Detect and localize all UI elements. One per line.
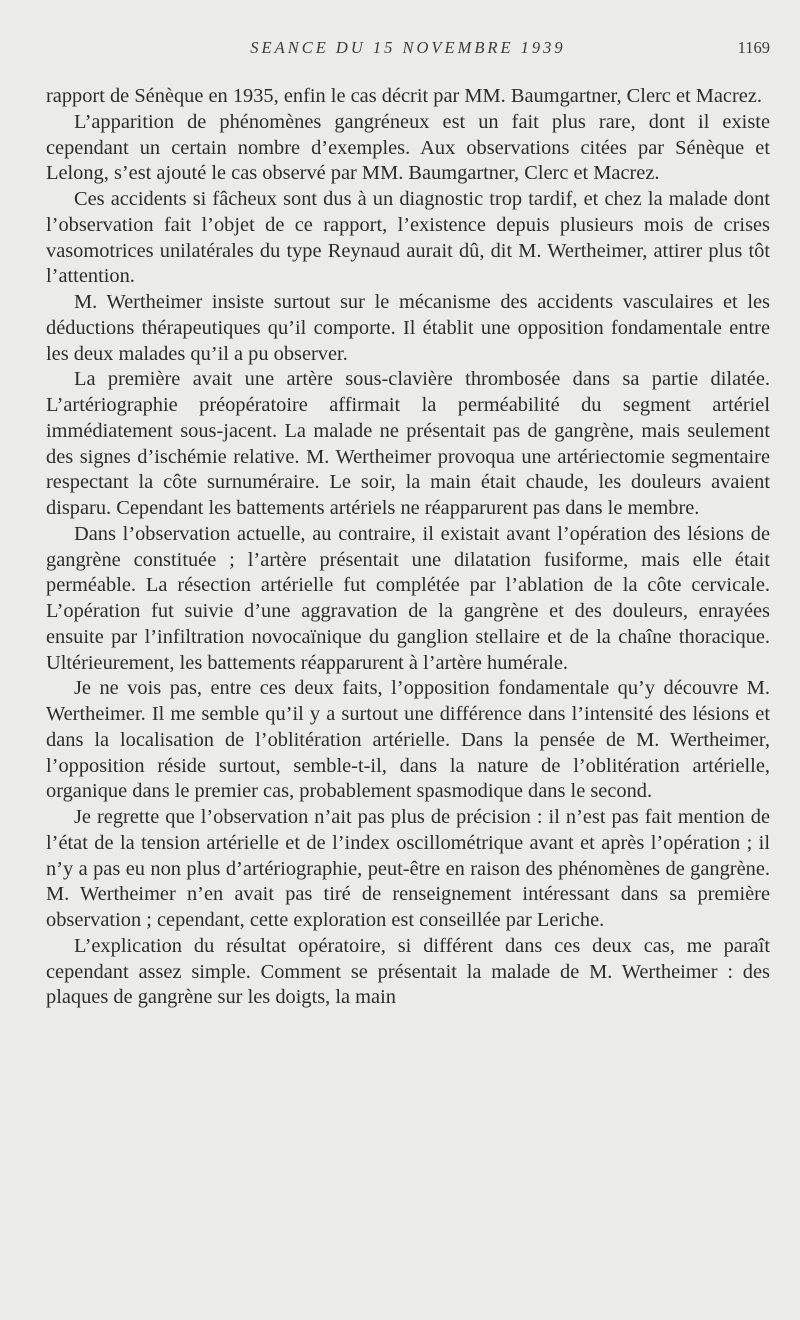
paragraph: Je regrette que l’observation n’ait pas plus de précision : il n’est pas fait mention de l’état de la tension artérielle et de l’index oscillométrique avant et après l’opération ; il n’y a pas eu non plus d’artériographie, peut-être en raison des phénomènes de gangrène. M. Wertheimer n’en avait pas tiré de renseignement intéressant dans sa première observation ; cependant, cette exploration est conseillée par Leriche. (46, 806, 770, 931)
running-header (46, 38, 770, 62)
paragraph: L’explication du résultat opératoire, si différent dans ces deux cas, me paraît cependant assez simple. Comment se présentait la malade de M. Wertheimer : des plaques de gangrène sur les doigts, la main (46, 934, 770, 1009)
paragraph: rapport de Sénèque en 1935, enfin le cas décrit par MM. Baumgartner, Clerc et Macrez. (46, 85, 762, 107)
paragraph: Je ne vois pas, entre ces deux faits, l’opposition fondamentale qu’y découvre M. Wertheimer. Il me semble qu’il y a surtout une différence dans l’intensité des lésions et dans la localisation de l’oblitération artérielle. Dans la pensée de M. Wertheimer, l’opposition réside surtout, semble-t-il, dans la nature de l’oblitération artérielle, organique dans le premier cas, probablement spasmodique dans le second. (46, 677, 770, 803)
running-title: SEANCE DU 15 NOVEMBRE 1939 (250, 38, 566, 57)
body-text (46, 84, 770, 1011)
paragraph: M. Wertheimer insiste surtout sur le mécanisme des accidents vasculaires et les déductions thérapeutiques qu’il comporte. Il établit une opposition fondamentale entre les deux malades qu’il a pu observer. (46, 291, 770, 365)
paragraph: La première avait une artère sous-clavière thrombosée dans sa partie dilatée. L’artériographie préopératoire affirmait la perméabilité du segment artériel immédiatement sous-jacent. La malade ne présentait pas de gangrène, mais seulement des signes d’ischémie relative. M. Wertheimer provoqua une artériectomie segmentaire respectant la côte surnuméraire. Le soir, la main était chaude, les douleurs avaient disparu. Cependant les battements artériels ne réapparurent pas dans le membre. (46, 368, 770, 519)
page-number: 1169 (737, 38, 770, 57)
paragraph: Ces accidents si fâcheux sont dus à un diagnostic trop tardif, et chez la malade dont l’observation fait l’objet de ce rapport, l’existence depuis plusieurs mois de crises vasomotrices unilatérales du type Reynaud aurait dû, dit M. Wertheimer, attirer plus tôt l’attention. (46, 188, 770, 288)
paragraph: L’apparition de phénomènes gangréneux est un fait plus rare, dont il existe cependant un certain nombre d’exemples. Aux observations citées par Sénèque et Lelong, s’est ajouté le cas observé par MM. Baumgartner, Clerc et Macrez. (46, 110, 770, 185)
paragraph: Dans l’observation actuelle, au contraire, il existait avant l’opération des lésions de gangrène constituée ; l’artère présentait une dilatation fusiforme, mais elle était perméable. La résection artérielle fut complétée par l’ablation de la côte cervicale. L’opération fut suivie d’une aggravation de la gangrène et des douleurs, enrayées ensuite par l’infiltration novocaïnique du ganglion stellaire et de la chaîne thoracique. Ultérieurement, les battements réapparurent à l’artère humérale. (46, 522, 770, 674)
